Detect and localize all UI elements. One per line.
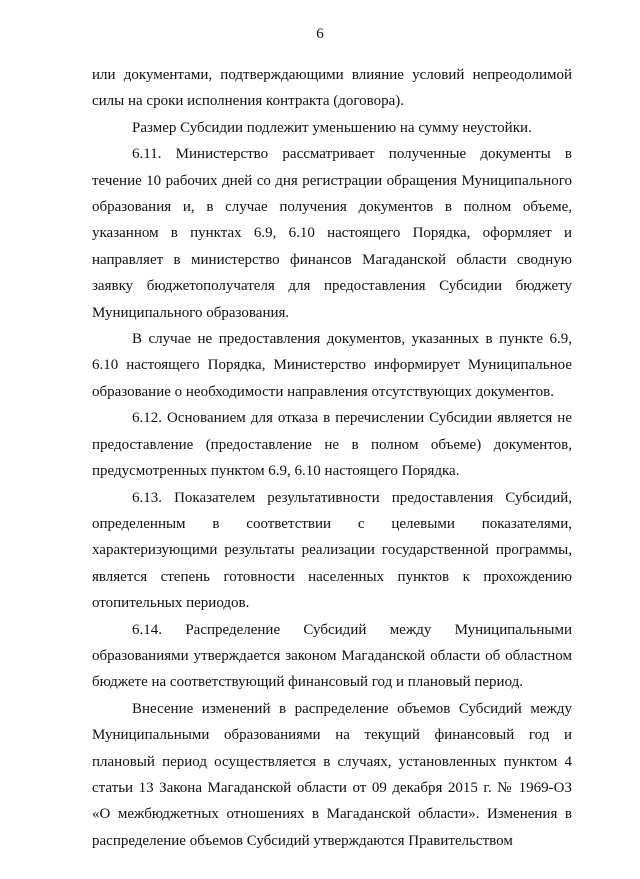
paragraph-missing-documents: В случае не предоставления документов, указанных в пункте 6.9, 6.10 настоящего Порядка, Министерство информирует Муниципальное образование о необходимости направления отсутствующих документов. (92, 331, 572, 400)
page-number: 6 (316, 26, 324, 42)
document-body (92, 62, 572, 854)
paragraph-6-12: 6.12. Основанием для отказа в перечислении Субсидии является не предоставление (предоставление не в полном объеме) документов, предусмотренных пунктом 6.9, 6.10 настоящего Порядка. (92, 410, 572, 480)
paragraph-6-11: 6.11. Министерство рассматривает полученные документы в течение 10 рабочих дней со дня регистрации обращения Муниципального образования и, в случае получения документов в полном объеме, указанном в пунктах 6.9, 6.10 настоящего Порядка, оформляет и направляет в министерство финансов Магаданской области сводную заявку бюджетополучателя для предоставления Субсидии бюджету Муниципального образования. (92, 146, 572, 321)
paragraph-6-14: 6.14. Распределение Субсидий между Муниципальными образованиями утверждается законом Магаданской области об областном бюджете на соответствующий финансовый год и плановый период. (92, 621, 572, 691)
paragraph-penalty-reduction: Размер Субсидии подлежит уменьшению на сумму неустойки. (132, 119, 532, 136)
paragraph-6-13: 6.13. Показателем результативности предоставления Субсидий, определенным в соответствии с целевыми показателями, характеризующими результаты реализации государственной программы, является степень готовности населенных пунктов к прохождению отопительных периодов. (92, 489, 572, 612)
paragraph-changes: Внесение изменений в распределение объемов Субсидий между Муниципальными образованиями на текущий финансовый год и плановый период осуществляется в случаях, установленных пунктом 4 статьи 13 Закона Магаданской области от 09 декабря 2015 г. № 1969-ОЗ «О межбюджетных отношениях в Магаданской области». Изменения в распределение объемов Субсидий утверждаются Правительством (92, 700, 572, 849)
paragraph-continuation: или документами, подтверждающими влияние условий непреодолимой силы на сроки исполнения контракта (договора). (92, 67, 572, 110)
